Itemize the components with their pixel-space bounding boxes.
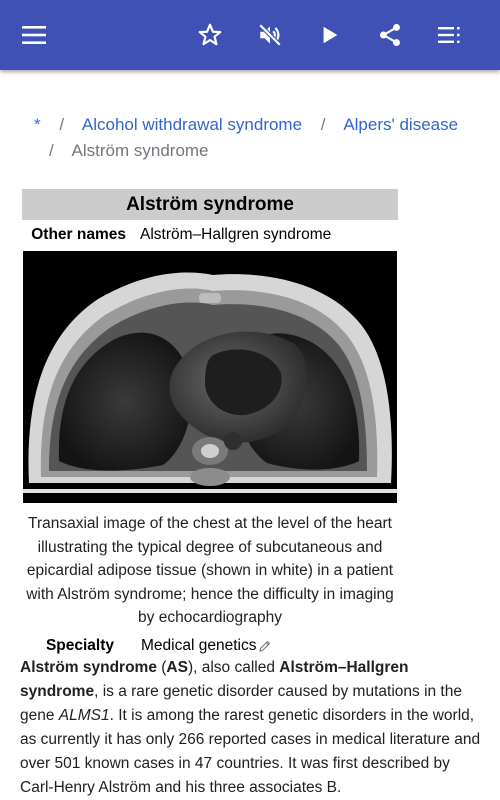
article-text: ( (156, 659, 167, 676)
breadcrumb-separator: / (59, 115, 65, 134)
specialty-value: Medical genetics (141, 636, 257, 654)
contents-button[interactable] (426, 11, 474, 59)
breadcrumb-separator: / (320, 115, 326, 134)
volume-off-icon (257, 22, 283, 48)
article-term: Alström syndrome (20, 659, 157, 676)
breadcrumb-root-link[interactable]: * (34, 115, 41, 134)
play-button[interactable] (306, 11, 354, 59)
breadcrumb-separator: / (49, 141, 54, 160)
star-outline-icon (197, 22, 223, 48)
menu-button[interactable] (11, 11, 59, 59)
share-icon (377, 22, 403, 48)
image-caption: Transaxial image of the chest at the level of the heart illustrating the typical degree of subcutaneous and epicardial adipose tissue (shown in white) in a patient with Alström syndrome; hence the difficulty in imaging by echocardiography (26, 515, 394, 626)
other-names-row (22, 220, 398, 249)
app-bar (0, 0, 500, 70)
infobox (22, 189, 398, 661)
article-text: , is a rare genetic disorder caused by mutations in the gene (20, 683, 462, 724)
other-names-label: Other names (31, 225, 126, 243)
article-alt-name: Alström–Hallgren syndrome (20, 659, 409, 700)
pencil-icon[interactable] (259, 640, 271, 652)
menu-icon (22, 25, 48, 45)
share-button[interactable] (366, 11, 414, 59)
other-names-value: Alström–Hallgren syndrome (140, 225, 332, 243)
mute-button[interactable] (246, 11, 294, 59)
article-abbreviation: AS (166, 659, 188, 676)
specialty-label: Specialty (45, 636, 114, 654)
play-icon (319, 24, 341, 46)
article-text: ), also called (187, 659, 280, 676)
article-paragraph (20, 656, 482, 800)
article-gene-name: ALMS1 (58, 707, 110, 724)
breadcrumb-link-alpers-disease[interactable]: Alpers' disease (343, 115, 459, 134)
breadcrumb-link-alcohol-withdrawal[interactable]: Alcohol withdrawal syndrome (81, 115, 303, 134)
breadcrumb-current: Alström syndrome (71, 141, 209, 160)
infobox-title: Alström syndrome (22, 189, 398, 220)
chest-mri-image[interactable] (23, 251, 397, 503)
playlist-icon (437, 24, 463, 46)
favorite-button[interactable] (186, 11, 234, 59)
article-text: . It is among the rarest genetic disorders in the world, as currently it has only 266 reported cases in medical literature and over 501 known cases in 47 countries. It was first described by Carl-Henry Alström and his three associates B. (20, 707, 481, 796)
